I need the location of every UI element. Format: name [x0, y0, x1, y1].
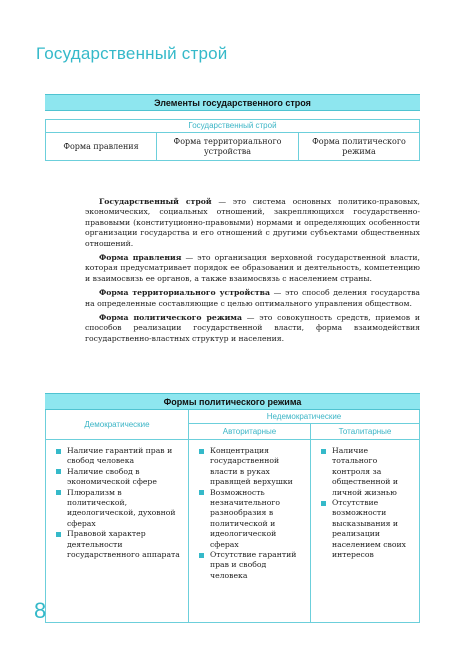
nondemocratic-header: Недемократические	[189, 410, 419, 424]
elements-box-header: Элементы государственного строя	[45, 94, 420, 111]
democratic-column	[46, 410, 189, 622]
list-item: Наличие свобод в экономической сфере	[56, 467, 184, 488]
cell-form-territorial: Форма территориального устройства	[156, 133, 298, 160]
definition-paragraph	[85, 313, 420, 344]
definition-paragraph	[85, 197, 420, 249]
cell-form-government: Форма правления	[63, 141, 139, 151]
page-number: 8	[34, 598, 47, 623]
definition-term: Форма политического режима	[99, 313, 242, 323]
regimes-box-header: Формы политического режима	[45, 393, 420, 410]
list-item: Отсутствие возможности высказывания и реализации населением своих интересов	[321, 498, 415, 560]
list-item: Отсутствие гарантий прав и свобод человека	[199, 550, 306, 581]
definition-text: — это система основных политико-правовых, экономических, социальных отношений, закрепляющихся государственно-правовыми (конституционно-правовыми) нормами и определяющих особенности организации государства и его отношений с другими субъектами общественных отношений.	[85, 197, 420, 248]
list-item: Правовой характер деятельности государственного аппарата	[56, 529, 184, 560]
definition-paragraph	[85, 253, 420, 284]
totalitarian-header: Тоталитарные	[338, 427, 392, 436]
elements-table	[45, 119, 420, 161]
democratic-list	[46, 440, 188, 622]
totalitarian-list	[311, 440, 419, 622]
elements-table-row	[46, 133, 419, 160]
regimes-table	[45, 410, 420, 623]
list-item: Плюрализм в политической, идеологической, духовной сферах	[56, 488, 184, 530]
nondemocratic-lists	[189, 440, 419, 622]
definition-term: Государственный строй	[99, 197, 212, 206]
cell-form-regime: Форма политического режима	[298, 133, 419, 160]
nondemocratic-subheaders	[189, 424, 419, 440]
list-item: Возможность незначительного разнообразия в политической и идеологической сферах	[199, 488, 306, 550]
page-title: Государственный строй	[36, 44, 228, 63]
definition-term: Форма территориального устройства	[99, 288, 270, 298]
definition-paragraph	[85, 288, 420, 309]
definition-term: Форма правления	[99, 253, 182, 263]
democratic-header: Демократические	[46, 410, 188, 440]
elements-box	[45, 94, 420, 161]
authoritarian-list	[189, 440, 311, 622]
definition-text: — это совокупность средств, приемов и способов реализации государственной власти, форма взаимодействия государственно-властных структур и населения.	[85, 313, 420, 343]
definitions-text	[85, 197, 420, 348]
nondemocratic-column	[189, 410, 419, 622]
regimes-box	[45, 393, 420, 623]
list-item: Наличие гарантий прав и свобод человека	[56, 446, 184, 467]
elements-table-subheader: Государственный строй	[46, 120, 419, 133]
definition-text: — это способ деления государства на определенные составляющие с целью оптимального управления обществом.	[85, 288, 421, 308]
list-item: Концентрация государственной власти в руках правящей верхушки	[199, 446, 306, 488]
authoritarian-header: Авторитарные	[189, 424, 311, 439]
definition-text: — это организация верховной государственной власти, которая предусматривает порядок ее образования и деятельность, компетенцию и взаимосвязь ее органов, а также взаимосвязь с населением страны.	[85, 253, 421, 283]
list-item: Наличие тотального контроля за общественной и личной жизнью	[321, 446, 415, 498]
